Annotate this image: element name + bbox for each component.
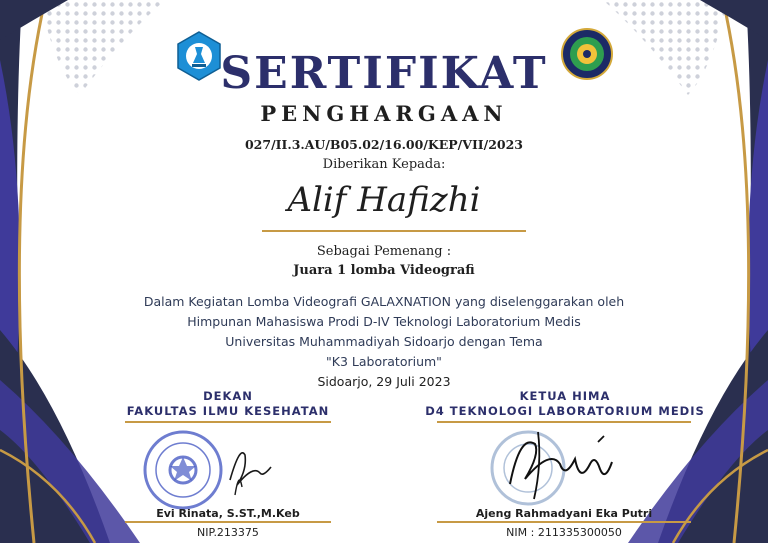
certificate-number: 027/II.3.AU/B05.02/16.00/KEP/VII/2023: [244, 137, 523, 152]
right-name-rule: [437, 521, 691, 523]
right-role-line1: KETUA HIMA: [519, 389, 611, 403]
left-role-line2: FAKULTAS ILMU KESEHATAN: [126, 404, 330, 418]
winner-label: Sebagai Pemenang :: [316, 244, 452, 259]
right-stamp-signature: [480, 424, 630, 510]
right-role-line2: D4 TEKNOLOGI LABORATORIUM MEDIS: [425, 404, 705, 418]
description-line: Himpunan Mahasiswa Prodi D-IV Teknologi Laboratorium Medis: [187, 314, 581, 329]
award-title: Juara 1 lomba Videografi: [293, 263, 475, 278]
description-line: Dalam Kegiatan Lomba Videografi GALAXNATION yang diselenggarakan oleh: [143, 294, 625, 309]
recipient-name: Alif Hafizhi: [287, 180, 481, 220]
left-stamp-signature: [135, 425, 275, 515]
certificate-title: SERTIFIKAT: [220, 48, 548, 99]
left-name-rule: [125, 521, 331, 523]
right-role-rule: [437, 421, 691, 423]
description-line: "K3 Laboratorium": [326, 354, 442, 369]
left-signatory-name: Evi Rinata, S.ST.,M.Keb: [156, 507, 300, 520]
recipient-underline: [262, 230, 526, 232]
left-role-rule: [125, 421, 331, 423]
given-to-label: Diberikan Kepada:: [322, 157, 446, 172]
certificate-subtitle: PENGHARGAAN: [260, 101, 508, 126]
left-role-line1: DEKAN: [203, 389, 253, 403]
right-signatory-id: NIM : 211335300050: [506, 526, 622, 539]
event-description: [0, 292, 768, 372]
description-line: Universitas Muhammadiyah Sidoarjo dengan Tema: [225, 334, 543, 349]
place-date: Sidoarjo, 29 Juli 2023: [317, 374, 451, 389]
left-signatory-id: NIP.213375: [197, 526, 259, 539]
right-signatory-name: Ajeng Rahmadyani Eka Putri: [475, 507, 653, 520]
